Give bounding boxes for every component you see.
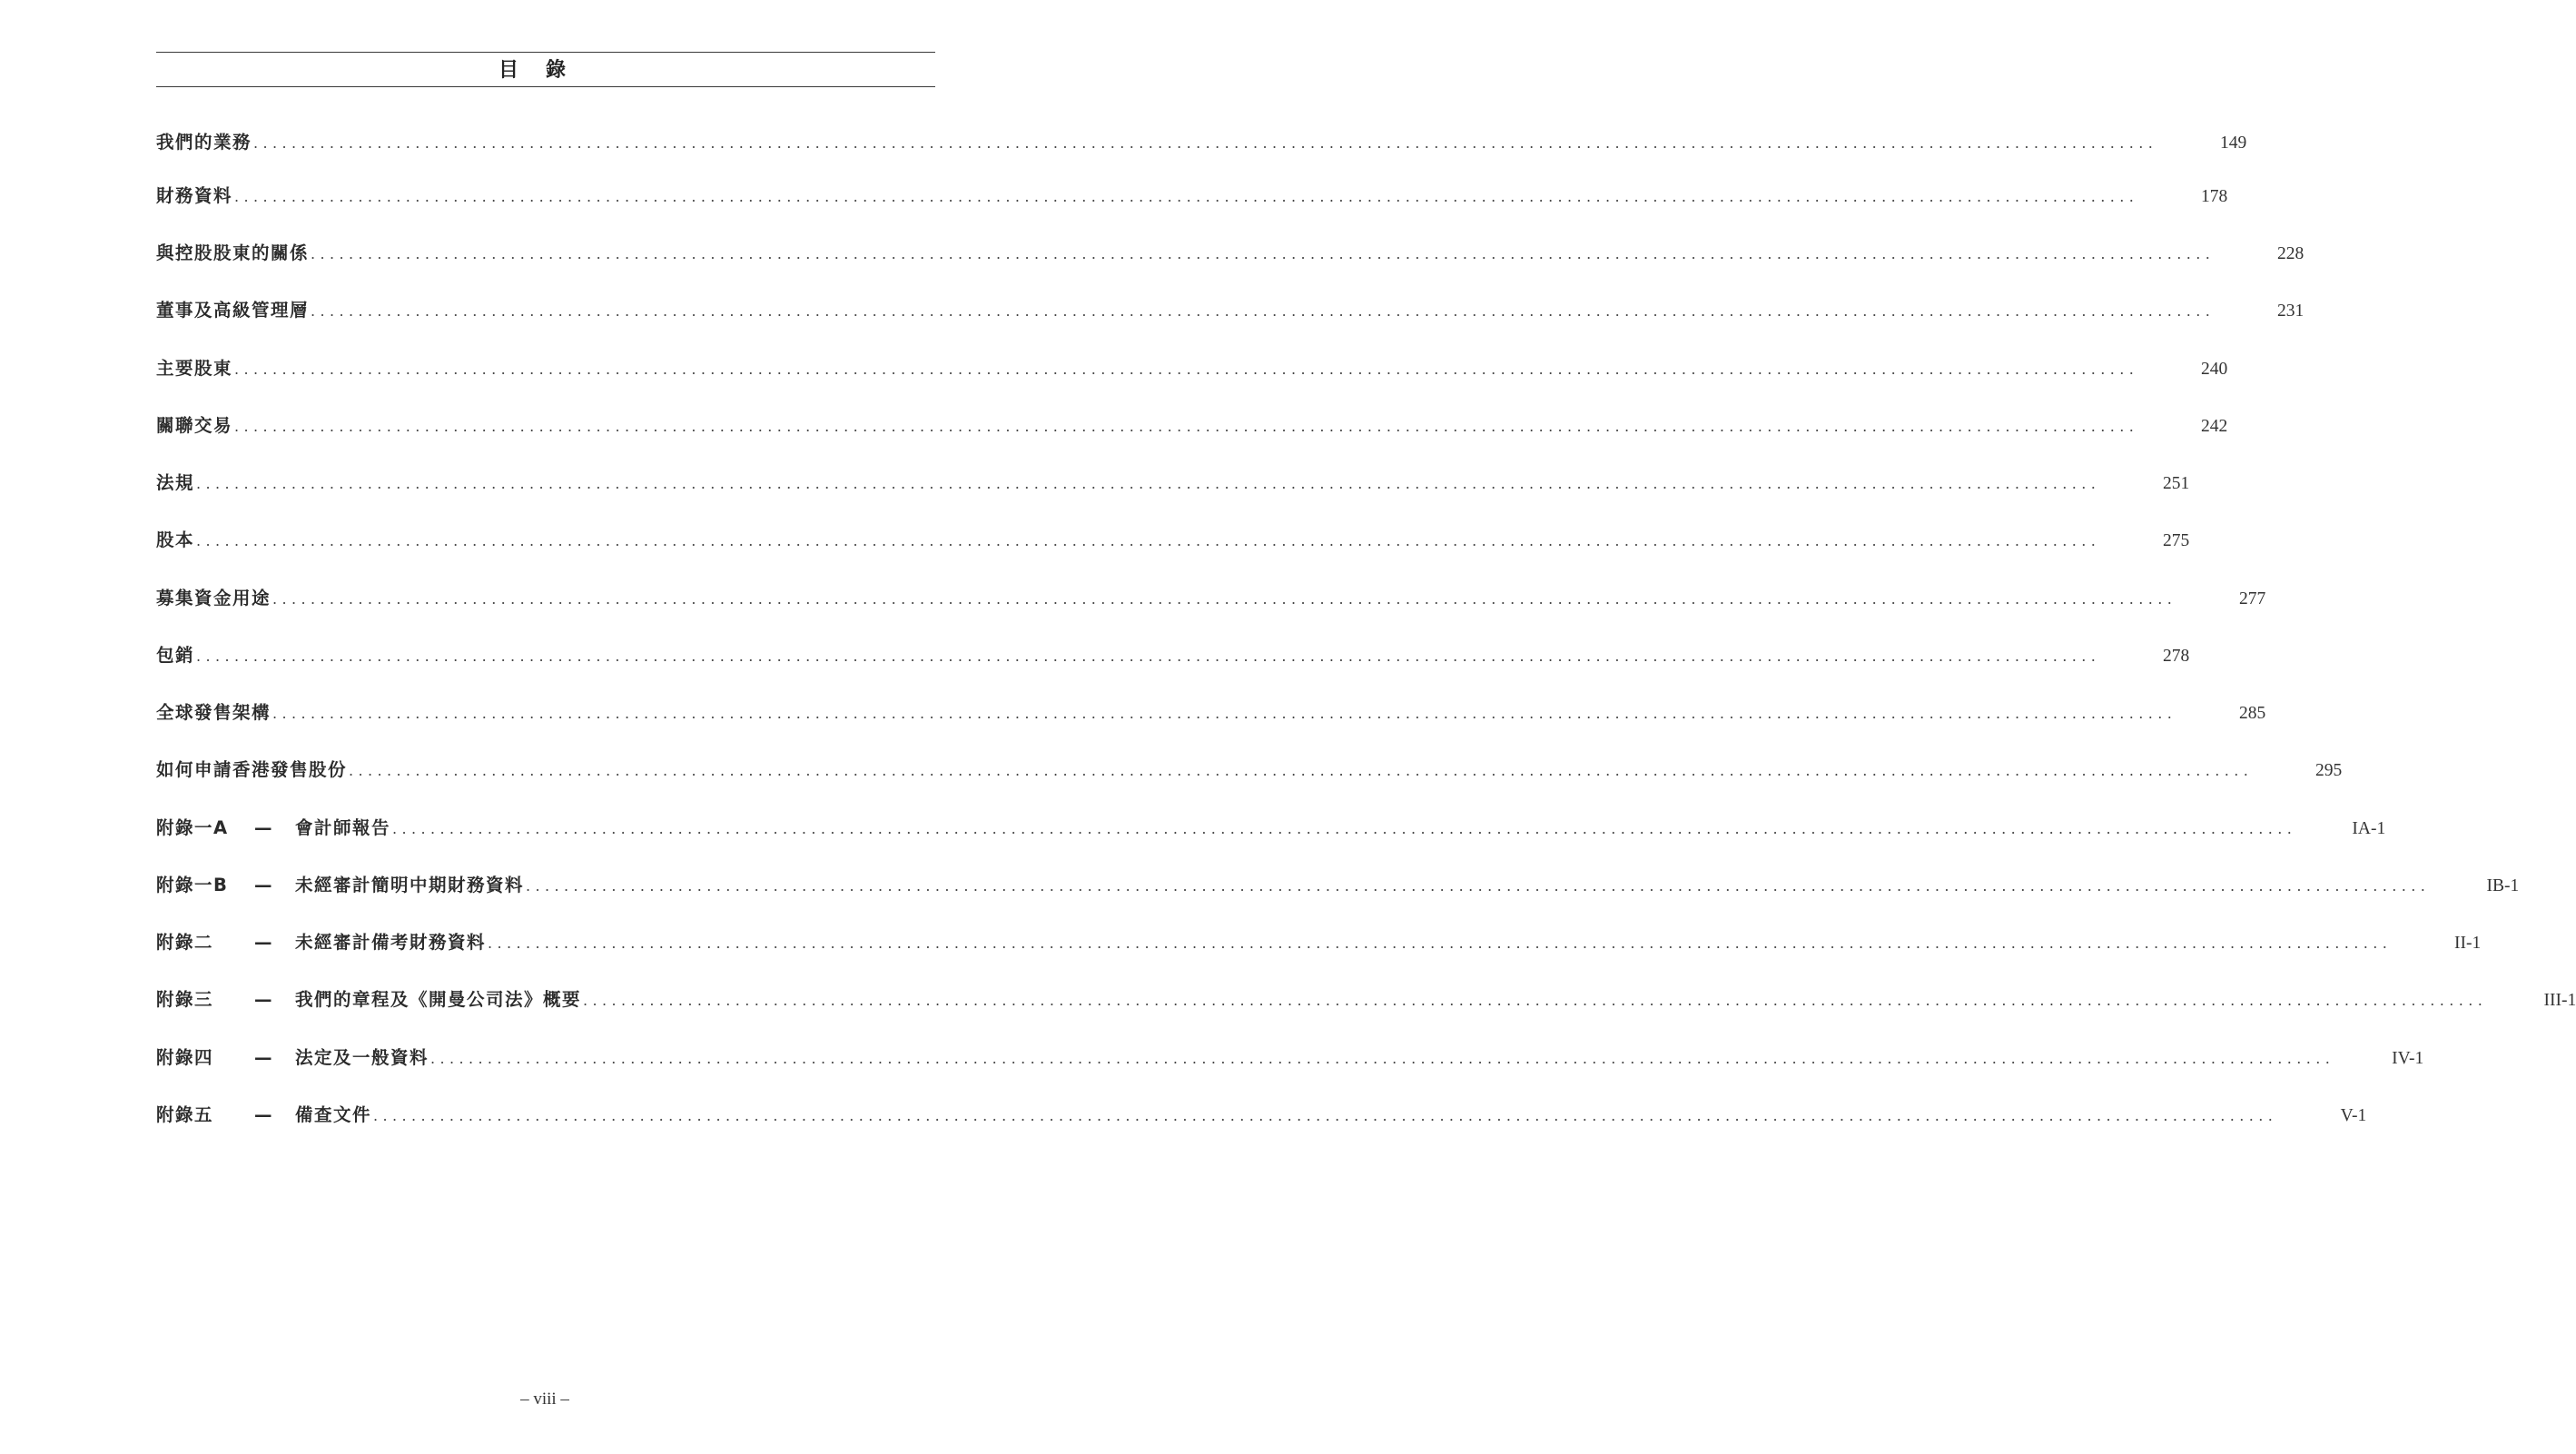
- toc-entry: [156, 296, 2305, 323]
- header-rule-top: [156, 52, 935, 53]
- toc-entry-label: 關聯交易: [156, 415, 233, 436]
- dot-leader: ........................................................................................................................................................................................................: [234, 418, 2139, 435]
- dot-leader: ........................................................................................................................................................................................................: [392, 820, 2297, 837]
- toc-appendix-entry: [156, 985, 2576, 1013]
- toc-appendix-entry: [156, 1101, 2367, 1128]
- page-number: – viii –: [520, 1390, 569, 1409]
- toc-entry-label: 募集資金用途: [156, 588, 271, 608]
- appendix-prefix: 附錄一A: [156, 817, 229, 838]
- appendix-label: 會計師報告: [295, 817, 391, 838]
- appendix-dash: —: [254, 875, 272, 895]
- toc-page-number: IB-1: [2486, 876, 2520, 895]
- dot-leader: ........................................................................................................................................................................................................: [311, 245, 2216, 262]
- toc-entry: [156, 239, 2305, 266]
- appendix-dash: —: [254, 1047, 272, 1068]
- toc-appendix-entry: [156, 928, 2482, 955]
- toc-page-number: 251: [2162, 474, 2190, 493]
- toc-page-number: 275: [2162, 531, 2190, 550]
- toc-appendix-entry: [156, 814, 2386, 841]
- appendix-prefix: 附錄五: [156, 1104, 214, 1125]
- appendix-label: 法定及一般資料: [295, 1047, 429, 1068]
- header-rule-bottom: [156, 86, 935, 87]
- toc-entry-label: 包銷: [156, 645, 195, 666]
- dot-leader: ........................................................................................................................................................................................................: [196, 475, 2101, 492]
- toc-entry: [156, 411, 2228, 439]
- dot-leader: ........................................................................................................................................................................................................: [583, 992, 2488, 1009]
- toc-entry: [156, 641, 2190, 668]
- toc-page-number: 285: [2238, 704, 2266, 723]
- appendix-label: 未經審計備考財務資料: [295, 932, 487, 953]
- toc-entry: [156, 469, 2190, 496]
- toc-entry-label: 如何申請香港發售股份: [156, 759, 348, 780]
- dot-leader: ........................................................................................................................................................................................................: [234, 188, 2139, 205]
- toc-page-number: II-1: [2453, 934, 2482, 953]
- dot-leader: ........................................................................................................................................................................................................: [234, 361, 2139, 378]
- appendix-dash: —: [254, 989, 272, 1010]
- toc-entry: [156, 526, 2190, 553]
- toc-page-number: 242: [2200, 417, 2228, 436]
- dot-leader: ........................................................................................................................................................................................................: [253, 134, 2158, 152]
- toc-entry: [156, 128, 2247, 155]
- toc-entry-label: 財務資料: [156, 185, 233, 206]
- toc-entry: [156, 354, 2228, 381]
- dot-leader: ........................................................................................................................................................................................................: [430, 1050, 2335, 1067]
- appendix-dash: —: [254, 817, 272, 838]
- toc-page-number: 240: [2200, 360, 2228, 379]
- toc-entry-label: 主要股東: [156, 358, 233, 379]
- appendix-label: 我們的章程及《開曼公司法》概要: [295, 989, 582, 1010]
- toc-appendix-entry: [156, 871, 2520, 898]
- dot-leader: ........................................................................................................................................................................................................: [349, 762, 2254, 779]
- dot-leader: ........................................................................................................................................................................................................: [311, 302, 2216, 320]
- page-title: 目錄: [498, 59, 593, 82]
- toc-appendix-entry: [156, 1044, 2424, 1071]
- toc-page-number: 231: [2276, 302, 2305, 321]
- toc-entry: [156, 584, 2266, 611]
- appendix-prefix: 附錄二: [156, 932, 214, 953]
- dot-leader: ........................................................................................................................................................................................................: [526, 877, 2431, 895]
- dot-leader: ........................................................................................................................................................................................................: [272, 705, 2177, 722]
- toc-page-number: III-1: [2543, 991, 2576, 1010]
- toc-page-number: 228: [2276, 244, 2305, 263]
- toc-entry: [156, 756, 2343, 783]
- appendix-label: 備查文件: [295, 1104, 372, 1125]
- appendix-prefix: 附錄四: [156, 1047, 214, 1068]
- toc-page-number: 295: [2314, 761, 2343, 780]
- toc-page-number: IV-1: [2392, 1049, 2424, 1068]
- toc-entry-label: 與控股股東的關係: [156, 242, 310, 263]
- appendix-prefix: 附錄一B: [156, 875, 229, 895]
- toc-entry: [156, 182, 2228, 209]
- toc-entry: [156, 698, 2266, 726]
- toc-entry-label: 董事及高級管理層: [156, 300, 310, 321]
- dot-leader: ........................................................................................................................................................................................................: [196, 532, 2101, 549]
- toc-page-number: V-1: [2340, 1106, 2367, 1125]
- toc-entry-label: 法規: [156, 472, 195, 493]
- toc-entry-label: 我們的業務: [156, 132, 252, 153]
- toc-entry-label: 股本: [156, 529, 195, 550]
- toc-entry-label: 全球發售架構: [156, 702, 271, 723]
- toc-page-number: 277: [2238, 589, 2266, 608]
- toc-page-number: 149: [2219, 134, 2247, 153]
- appendix-dash: —: [254, 1104, 272, 1125]
- dot-leader: ........................................................................................................................................................................................................: [488, 935, 2393, 952]
- appendix-prefix: 附錄三: [156, 989, 214, 1010]
- dot-leader: ........................................................................................................................................................................................................: [373, 1107, 2278, 1124]
- dot-leader: ........................................................................................................................................................................................................: [272, 590, 2177, 608]
- appendix-dash: —: [254, 932, 272, 953]
- toc-page-number: 178: [2200, 187, 2228, 206]
- dot-leader: ........................................................................................................................................................................................................: [196, 648, 2101, 665]
- toc-page-number: IA-1: [2352, 819, 2386, 838]
- toc-page-number: 278: [2162, 647, 2190, 666]
- appendix-label: 未經審計簡明中期財務資料: [295, 875, 525, 895]
